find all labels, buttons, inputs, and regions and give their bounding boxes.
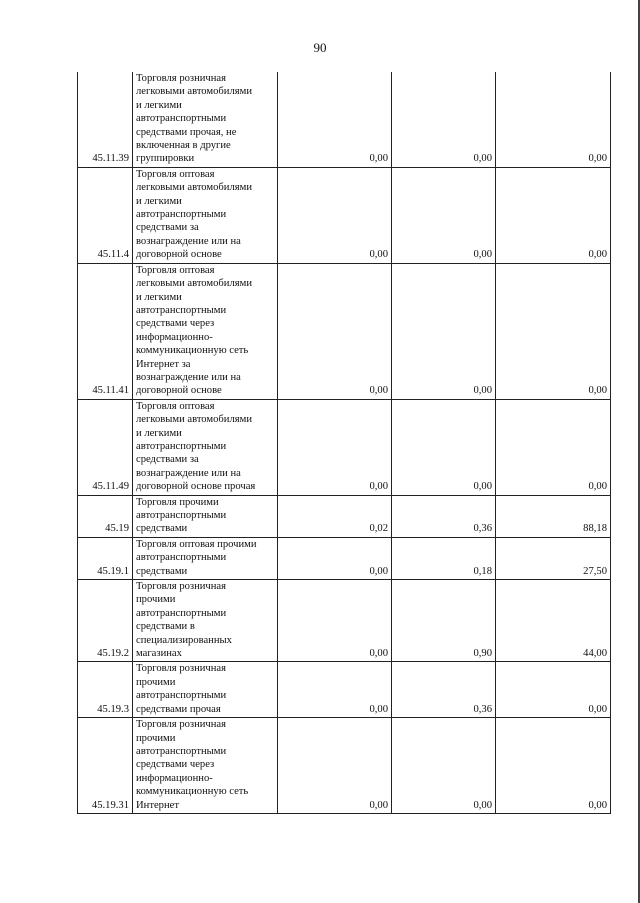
- activity-name-line: прочими: [136, 732, 176, 744]
- value-col-1: 0,00: [278, 72, 392, 167]
- activity-name-line: Торговля розничная: [136, 581, 227, 593]
- activity-name-line: легковыми автомобилями: [136, 86, 252, 98]
- activity-code: 45.11.41: [78, 263, 133, 399]
- table-row: [78, 263, 611, 399]
- activity-name-line: автотранспортными: [136, 552, 227, 564]
- activity-name-line: коммуникационную сеть: [136, 345, 249, 357]
- value-col-2: 0,90: [392, 580, 496, 662]
- activity-name: [133, 495, 278, 537]
- value-col-2: 0,36: [392, 495, 496, 537]
- activity-name-line: Торговля прочими: [136, 496, 219, 508]
- table-row: [78, 495, 611, 537]
- activity-name-line: средствами в: [136, 621, 195, 633]
- value-col-2: 0,00: [392, 167, 496, 263]
- activity-code: 45.19.2: [78, 580, 133, 662]
- activity-name-line: Торговля розничная: [136, 73, 227, 84]
- value-col-3: 44,00: [496, 580, 611, 662]
- table-row: [78, 399, 611, 495]
- activity-name: [133, 537, 278, 579]
- activity-name-line: средствами прочая: [136, 703, 221, 715]
- activity-name-line: автотранспортными: [136, 209, 227, 221]
- activity-name-line: автотранспортными: [136, 607, 227, 619]
- activity-name-line: включенная в другие: [136, 140, 231, 152]
- activity-name-line: договорной основе: [136, 249, 222, 261]
- activity-name-line: магазинах: [136, 648, 182, 660]
- activity-name-line: автотранспортными: [136, 440, 227, 452]
- activity-name-line: легковыми автомобилями: [136, 414, 252, 426]
- activity-name-line: прочими: [136, 594, 176, 606]
- value-col-2: 0,18: [392, 537, 496, 579]
- activity-name-line: автотранспортными: [136, 745, 227, 757]
- activity-name-line: информационно-: [136, 772, 213, 784]
- value-col-1: 0,00: [278, 263, 392, 399]
- activity-name: [133, 662, 278, 718]
- activity-name-line: автотранспортными: [136, 304, 227, 316]
- value-col-3: 0,00: [496, 718, 611, 814]
- table-row: [78, 72, 611, 167]
- table-body: [78, 72, 611, 813]
- table-row: [78, 167, 611, 263]
- value-col-1: 0,00: [278, 718, 392, 814]
- activity-name-line: и легкими: [136, 195, 182, 207]
- activity-code: 45.11.49: [78, 399, 133, 495]
- table-row: [78, 662, 611, 718]
- okved-table: [77, 72, 611, 814]
- activity-name-line: Торговля оптовая прочими: [136, 538, 257, 550]
- activity-code: 45.19.31: [78, 718, 133, 814]
- value-col-1: 0,02: [278, 495, 392, 537]
- activity-name-line: Интернет за: [136, 358, 191, 370]
- activity-name-line: Торговля оптовая: [136, 400, 215, 412]
- value-col-1: 0,00: [278, 662, 392, 718]
- activity-name-line: средствами за: [136, 454, 199, 466]
- activity-name-line: вознаграждение или на: [136, 371, 241, 383]
- activity-name: [133, 72, 278, 167]
- activity-name-line: средствами прочая, не: [136, 126, 237, 138]
- activity-name-line: и легкими: [136, 291, 182, 303]
- value-col-3: 0,00: [496, 167, 611, 263]
- activity-name-line: Торговля розничная: [136, 719, 227, 731]
- activity-name-line: Торговля оптовая: [136, 264, 215, 276]
- value-col-3: 88,18: [496, 495, 611, 537]
- activity-code: 45.19: [78, 495, 133, 537]
- value-col-2: 0,00: [392, 263, 496, 399]
- value-col-3: 27,50: [496, 537, 611, 579]
- activity-code: 45.11.4: [78, 167, 133, 263]
- activity-name: [133, 580, 278, 662]
- activity-name-line: специализированных: [136, 634, 232, 646]
- activity-name: [133, 718, 278, 814]
- table-row: [78, 718, 611, 814]
- activity-name-line: вознаграждение или на: [136, 467, 241, 479]
- value-col-3: 0,00: [496, 662, 611, 718]
- value-col-1: 0,00: [278, 167, 392, 263]
- activity-name-line: Торговля розничная: [136, 663, 227, 675]
- value-col-2: 0,00: [392, 718, 496, 814]
- activity-name-line: договорной основе: [136, 385, 222, 397]
- value-col-2: 0,00: [392, 72, 496, 167]
- activity-name-line: прочими: [136, 676, 176, 688]
- activity-name-line: автотранспортными: [136, 113, 227, 125]
- activity-name-line: автотранспортными: [136, 510, 227, 521]
- activity-name-line: средствами: [136, 565, 188, 577]
- activity-name: [133, 167, 278, 263]
- activity-name: [133, 399, 278, 495]
- table-row: [78, 580, 611, 662]
- activity-name-line: информационно-: [136, 331, 213, 343]
- value-col-3: 0,00: [496, 399, 611, 495]
- activity-name-line: группировки: [136, 153, 195, 165]
- activity-name-line: средствами через: [136, 759, 215, 771]
- activity-name-line: средствами через: [136, 318, 215, 330]
- activity-name-line: автотранспортными: [136, 690, 227, 702]
- value-col-2: 0,00: [392, 399, 496, 495]
- activity-code: 45.19.1: [78, 537, 133, 579]
- value-col-3: 0,00: [496, 263, 611, 399]
- value-col-1: 0,00: [278, 399, 392, 495]
- activity-name-line: и легкими: [136, 99, 182, 111]
- activity-name-line: договорной основе прочая: [136, 481, 256, 493]
- activity-name-line: легковыми автомобилями: [136, 182, 252, 194]
- activity-name-line: коммуникационную сеть: [136, 786, 249, 798]
- activity-name-line: средствами: [136, 523, 188, 535]
- value-col-1: 0,00: [278, 580, 392, 662]
- page-number: 90: [313, 40, 327, 55]
- activity-name-line: Торговля оптовая: [136, 168, 215, 180]
- value-col-1: 0,00: [278, 537, 392, 579]
- value-col-2: 0,36: [392, 662, 496, 718]
- activity-name-line: и легкими: [136, 427, 182, 439]
- activity-code: 45.11.39: [78, 72, 133, 167]
- value-col-3: 0,00: [496, 72, 611, 167]
- activity-name-line: вознаграждение или на: [136, 235, 241, 247]
- activity-name: [133, 263, 278, 399]
- activity-code: 45.19.3: [78, 662, 133, 718]
- activity-name-line: легковыми автомобилями: [136, 278, 252, 290]
- table-row: [78, 537, 611, 579]
- activity-name-line: Интернет: [136, 799, 179, 811]
- activity-name-line: средствами за: [136, 222, 199, 234]
